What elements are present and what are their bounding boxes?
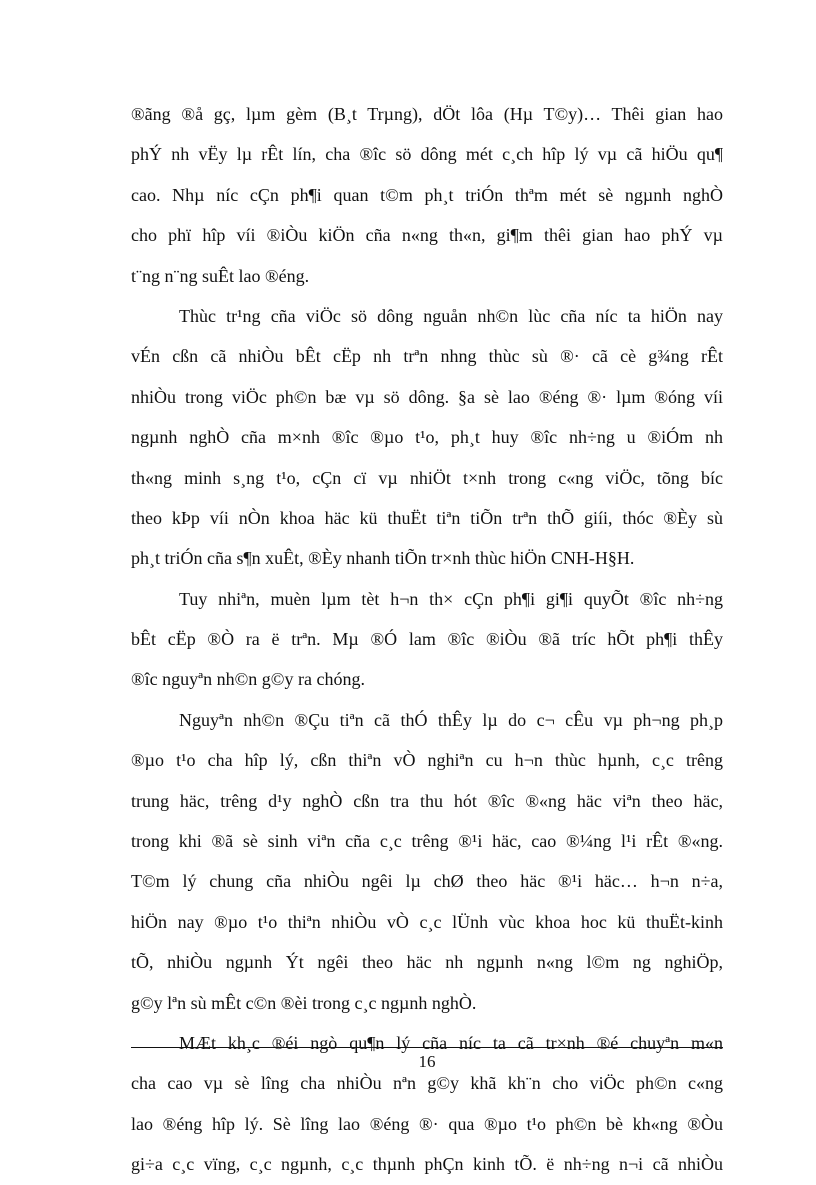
text-line: Nguyªn nh©n ®Çu tiªn cã thÓ thÊy lµ do c¬ cÊu vµ ph¬ng ph¸p [179,709,723,730]
paragraph-1 [131,94,723,296]
page-number: 16 [418,1052,436,1071]
body-text [131,94,723,1185]
text-line: MÆt kh¸c ®éi ngò qu¶n lý cña níc ta cã tr×nh ®é chuyªn m«n [179,1032,723,1053]
text-line: ®ãng ®å gç, lµm gèm (B¸t Trµng), dÖt lôa (Hµ T©y)… Thêi gian hao [131,104,723,124]
text-line: ®µo t¹o cha hîp lý, cßn thiªn vÒ nghiªn cu h¬n thùc hµnh, c¸c trêng [131,750,723,771]
text-line: hiÖn nay ®µo t¹o thiªn nhiÒu vÒ c¸c lÜnh vùc khoa hoc kü thuËt-kinh [131,911,723,932]
text-line: T©m lý chung cña nhiÒu ngêi lµ chØ theo häc ®¹i häc… h¬n n÷a, [131,871,723,892]
footer-divider [131,1047,723,1048]
text-line: Tuy nhiªn, muèn lµm tèt h¬n th× cÇn ph¶i gi¶i quyÕt ®îc nh÷ng [179,588,723,609]
text-line: ph¸t triÓn cña s¶n xuÊt, ®Èy nhanh tiÕn tr×nh thùc hiÖn CNH-H§H. [131,548,635,569]
text-line: g©y lªn sù mÊt c©n ®èi trong c¸c ngµnh nghÒ. [131,992,477,1013]
text-line: vÉn cßn cã nhiÒu bÊt cËp nh trªn nhng thùc sù ®· cã cè g¾ng rÊt [131,346,723,367]
paragraph-4 [131,700,723,1023]
text-line: theo kÞp víi nÒn khoa häc kü thuËt tiªn tiÕn trªn thÕ giíi, thóc ®Èy sù [131,507,723,528]
text-line: phÝ nh vËy lµ rÊt lín, cha ®îc sö dông mét c¸ch hîp lý vµ cã hiÖu qu¶ [131,144,723,165]
text-line: tÕ, nhiÒu ngµnh Ýt ngêi theo häc nh ngµnh n«ng l©m ng nghiÖp, [131,952,723,973]
text-line: cho phï hîp víi ®iÒu kiÖn cña n«ng th«n, gi¶m thêi gian hao phÝ vµ [131,225,723,246]
text-line: trong khi ®ã sè sinh viªn cña c¸c trêng ®¹i häc, cao ®¼ng l¹i rÊt ®«ng. [131,831,723,852]
text-line: th«ng minh s¸ng t¹o, cÇn cï vµ nhiÖt t×nh trong c«ng viÖc, tõng bíc [131,467,723,488]
text-line: cha cao vµ sè lîng cha nhiÒu nªn g©y khã kh¨n cho viÖc ph©n c«ng [131,1073,723,1094]
text-line: bÊt cËp ®Ò ra ë trªn. Mµ ®Ó lam ®îc ®iÒu ®ã tríc hÕt ph¶i thÊy [131,629,723,650]
text-line: cao. Nhµ níc cÇn ph¶i quan t©m ph¸t triÓn thªm mét sè ngµnh nghÒ [131,184,723,205]
text-line: ngµnh nghÒ cña m×nh ®îc ®µo t¹o, ph¸t huy ®îc nh÷ng u ®iÓm nh [131,427,723,448]
text-line: gi÷a c¸c vïng, c¸c ngµnh, c¸c thµnh phÇn kinh tÕ. ë nh÷ng n¬i cã nhiÒu [131,1154,723,1175]
text-line: ®îc nguyªn nh©n g©y ra chóng. [131,669,365,690]
text-line: t¨ng n¨ng suÊt lao ®éng. [131,265,310,286]
text-line: nhiÒu trong viÖc ph©n bæ vµ sö dông. §a sè lao ®éng ®· lµm ®óng víi [131,386,723,407]
paragraph-2 [131,296,723,579]
paragraph-3 [131,579,723,700]
text-line: trung häc, trêng d¹y nghÒ cßn tra thu hót ®îc ®«ng häc viªn theo häc, [131,790,723,811]
text-line: Thùc tr¹ng cña viÖc sö dông nguån nh©n lùc cña níc ta hiÖn nay [179,305,723,326]
text-line: lao ®éng hîp lý. Sè lîng lao ®éng ®· qua ®µo t¹o ph©n bè kh«ng ®Òu [131,1113,723,1134]
